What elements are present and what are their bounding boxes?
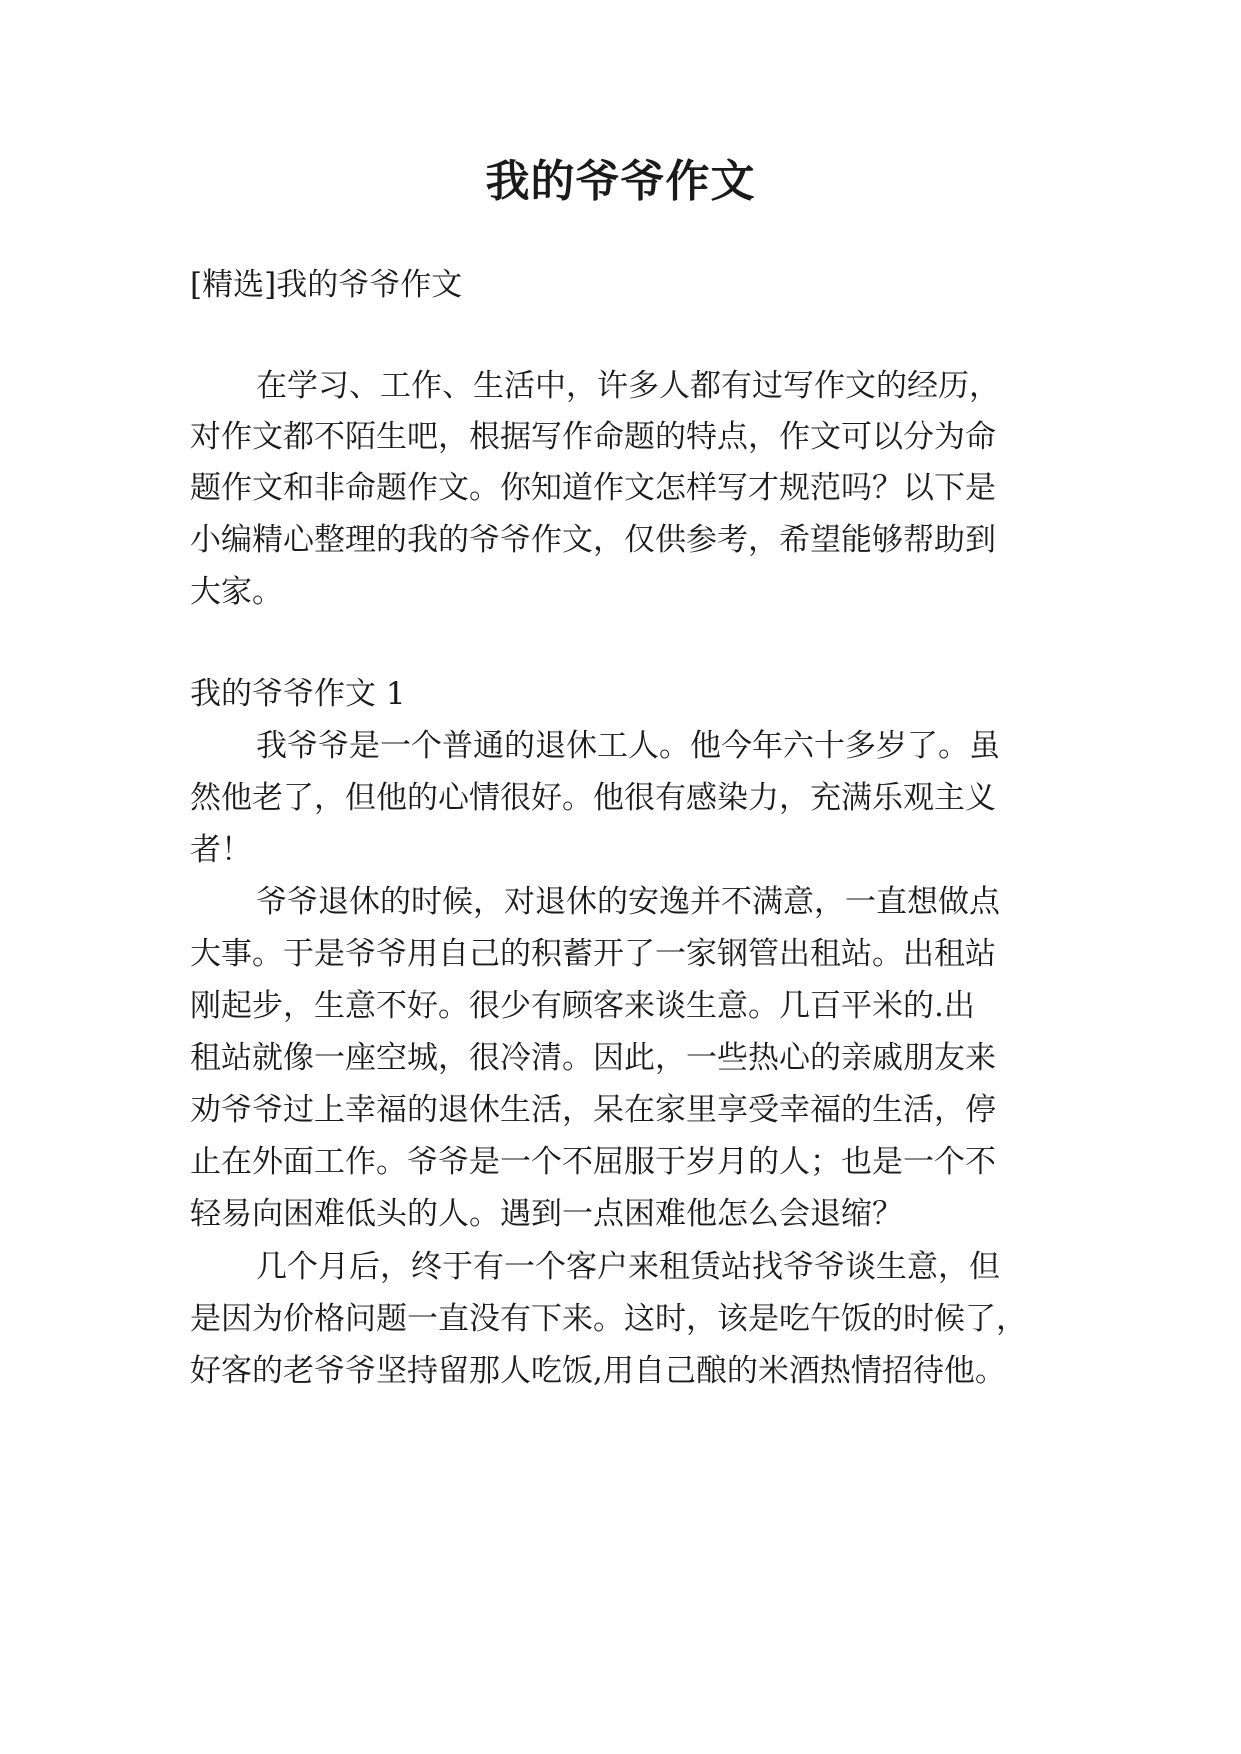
intro-line: 在学习、工作、生活中，许多人都有过写作文的经历， (256, 368, 1000, 404)
paragraph-line: 是因为价格问题一直没有下来。这时，该是吃午饭的时候了， (190, 1301, 1027, 1337)
paragraph-line: 止在外面工作。爷爷是一个不屈服于岁月的人；也是一个不 (190, 1144, 996, 1180)
section-heading: 我的爷爷作文 1 (190, 676, 406, 712)
intro-line: 对作文都不陌生吧，根据写作命题的特点，作文可以分为命 (190, 419, 996, 455)
intro-line: 小编精心整理的我的爷爷作文，仅供参考，希望能够帮助到 (190, 522, 996, 558)
paragraph-line: 租站就像一座空城，很冷清。因此，一些热心的亲戚朋友来 (190, 1040, 996, 1076)
paragraph-line: 爷爷退休的时候，对退休的安逸并不满意，一直想做点 (256, 884, 1000, 920)
paragraph-line: 刚起步，生意不好。很少有顾客来谈生意。几百平米的.出 (190, 988, 975, 1024)
paragraph-line: 几个月后，终于有一个客户来租赁站找爷爷谈生意，但 (256, 1249, 1000, 1285)
intro-line: 题作文和非命题作文。你知道作文怎样写才规范吗？以下是 (190, 470, 996, 506)
paragraph-line: 者！ (190, 832, 252, 868)
paragraph-line: 好客的老爷爷坚持留那人吃饭,用自己酿的米酒热情招待他。 (190, 1353, 1006, 1389)
subtitle: [精选]我的爷爷作文 (190, 267, 463, 303)
page-title: 我的爷爷作文 (485, 156, 756, 207)
paragraph-line: 然他老了，但他的心情很好。他很有感染力，充满乐观主义 (190, 780, 996, 816)
paragraph-line: 劝爷爷过上幸福的退休生活，呆在家里享受幸福的生活，停 (190, 1092, 996, 1128)
paragraph-line: 我爷爷是一个普通的退休工人。他今年六十多岁了。虽 (256, 728, 1000, 764)
paragraph-line: 大事。于是爷爷用自己的积蓄开了一家钢管出租站。出租站 (190, 936, 996, 972)
paragraph-line: 轻易向困难低头的人。遇到一点困难他怎么会退缩？ (190, 1196, 903, 1232)
intro-line: 大家。 (190, 574, 283, 610)
